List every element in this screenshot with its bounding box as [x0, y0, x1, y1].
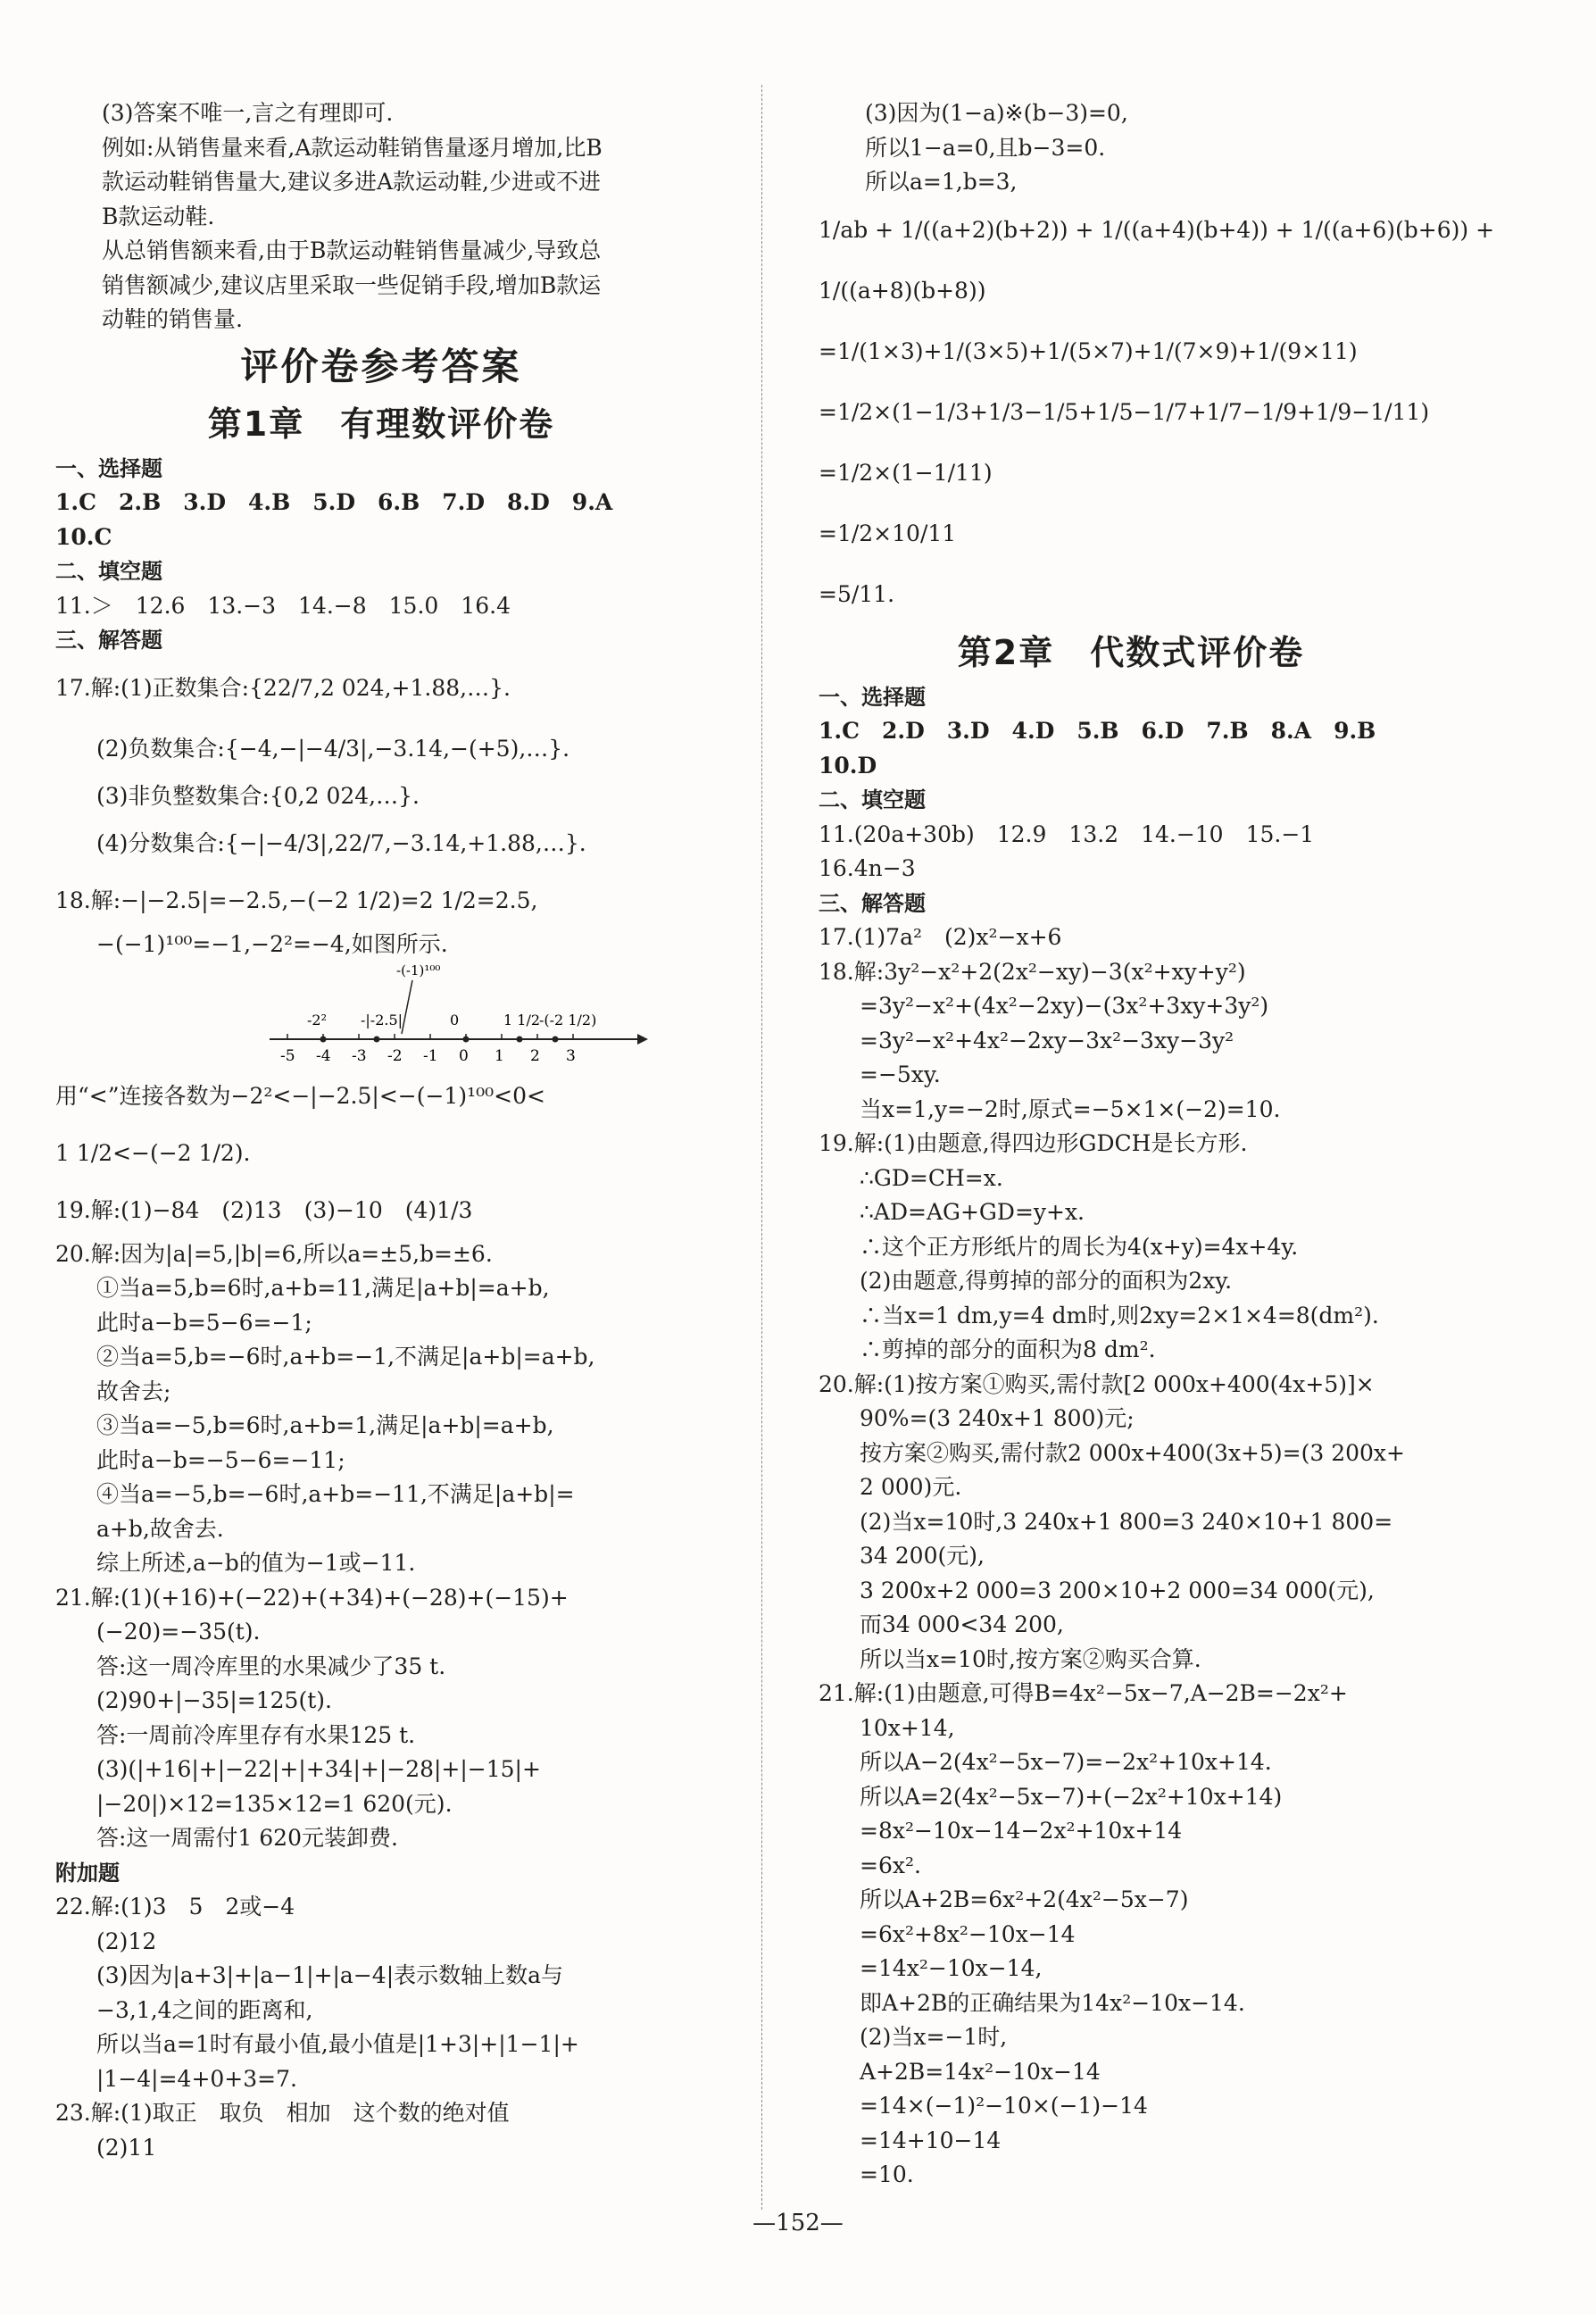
numline-tick-label: 1	[495, 1046, 504, 1065]
numline-tick-label: -1	[423, 1046, 438, 1065]
fill-answers: 11.(20a+30b) 12.9 13.2 14.−10 15.−1	[819, 820, 1315, 847]
q18-line: 用“<”连接各数为−2²<−|−2.5|<−(−1)¹⁰⁰<0<	[55, 1082, 545, 1109]
q19-line: ∴GD=CH=x.	[860, 1164, 1003, 1191]
q20-line: 故舍去;	[96, 1378, 171, 1404]
section-heading: 一、选择题	[819, 684, 926, 710]
q23-line: 23.解:(1)取正 取负 相加 这个数的绝对值	[55, 2100, 510, 2126]
q20-line: 20.解:因为|a|=5,|b|=6,所以a=±5,b=±6.	[55, 1240, 493, 1267]
q23-line: (2)11	[96, 2134, 157, 2161]
q20-line: 所以当x=10时,按方案②购买合算.	[860, 1645, 1201, 1672]
q22-line: 所以当a=1时有最小值,最小值是|1+3|+|1−1|+	[96, 2031, 579, 2057]
chapter2-title: 第2章 代数式评价卷	[957, 632, 1305, 672]
frac-line: =1/(1×3)+1/(3×5)+1/(5×7)+1/(7×9)+1/(9×11)	[819, 337, 1358, 364]
q20-line: 20.解:(1)按方案①购买,需付款[2 000x+400(4x+5)]×	[819, 1370, 1375, 1397]
numline-point-label: -|-2.5|	[361, 1011, 403, 1028]
choice-answers: 10.D	[819, 752, 877, 779]
frac-line: 1/ab + 1/((a+2)(b+2)) + 1/((a+4)(b+4)) + 1/((a+6)(b+6)) +	[819, 216, 1495, 243]
numline-top-label: -(-1)¹⁰⁰	[396, 962, 441, 978]
q20-line: ④当a=−5,b=−6时,a+b=−11,不满足|a+b|=	[96, 1481, 575, 1507]
numline-point	[553, 1036, 559, 1042]
intro-line: 例如:从销售量来看,A款运动鞋销售量逐月增加,比B	[102, 134, 603, 161]
column-divider	[761, 85, 762, 2210]
left-column	[55, 96, 707, 2165]
numline-tick-label: -5	[280, 1046, 295, 1065]
q21-line: 所以A=2(4x²−5x−7)+(−2x²+10x+14)	[860, 1783, 1283, 1810]
q17-answer: 17.(1)7a² (2)x²−x+6	[819, 924, 1062, 950]
choice-answers: 1.C 2.D 3.D 4.D 5.B 6.D 7.B 8.A 9.B	[819, 718, 1376, 744]
cont-line: 所以1−a=0,且b−3=0.	[865, 134, 1106, 161]
q21-line: 21.解:(1)由题意,可得B=4x²−5x−7,A−2B=−2x²+	[819, 1680, 1348, 1706]
q21-line: (−20)=−35(t).	[96, 1619, 261, 1645]
section-heading: 三、解答题	[55, 628, 162, 653]
frac-line: =1/2×(1−1/11)	[819, 459, 993, 486]
q20-line: 此时a−b=−5−6=−11;	[96, 1446, 345, 1473]
q21-line: 答:这一周冷库里的水果减少了35 t.	[96, 1653, 446, 1679]
numline-point-label: 1 1/2	[503, 1011, 541, 1028]
numline-point	[320, 1036, 327, 1042]
choice-answers: 10.C	[55, 523, 112, 550]
q22-line: |1−4|=4+0+3=7.	[96, 2065, 297, 2092]
frac-line: =1/2×(1−1/3+1/3−1/5+1/5−1/7+1/7−1/9+1/9−1/11)	[819, 398, 1430, 425]
q19-line: ∴当x=1 dm,y=4 dm时,则2xy=2×1×4=8(dm²).	[860, 1302, 1379, 1328]
section-heading: 二、填空题	[55, 559, 162, 584]
q21-line: 答:一周前冷库里存有水果125 t.	[96, 1721, 416, 1748]
numline-point-label: -(-2 1/2)	[539, 1011, 597, 1028]
arrow-head-icon	[637, 1034, 648, 1045]
frac-line: =1/2×10/11	[819, 520, 957, 546]
q19-line: ∴剪掉的部分的面积为8 dm².	[860, 1337, 1156, 1362]
frac-line: 1/((a+8)(b+8))	[819, 277, 986, 304]
choice-answers: 1.C 2.B 3.D 4.B 5.D 6.B 7.D 8.D 9.A	[55, 489, 613, 515]
q21-line: 所以A−2(4x²−5x−7)=−2x²+10x+14.	[860, 1749, 1272, 1775]
cont-line: 所以a=1,b=3,	[865, 169, 1018, 195]
intro-line: 从总销售额来看,由于B款运动鞋销售量减少,导致总	[102, 237, 602, 263]
q19-line: 19.解:(1)−84 (2)13 (3)−10 (4)1/3	[55, 1196, 473, 1223]
numline-tick-label: -3	[352, 1046, 367, 1065]
intro-line: B款运动鞋.	[102, 203, 215, 229]
numline-point-label: 0	[450, 1011, 460, 1028]
q22-line: 22.解:(1)3 5 2或−4	[55, 1894, 295, 1919]
numline-pointer	[402, 980, 412, 1034]
q21-line: 10x+14,	[860, 1714, 955, 1741]
q21-line: |−20|)×12=135×12=1 620(元).	[96, 1790, 453, 1817]
q18-line: −(−1)¹⁰⁰=−1,−2²=−4,如图所示.	[96, 931, 448, 957]
intro-line: 动鞋的销售量.	[102, 306, 243, 332]
q17-line: (3)非负整数集合:{0,2 024,…}.	[96, 782, 420, 809]
q20-line: 34 200(元),	[860, 1543, 985, 1569]
q18-line: =−5xy.	[860, 1062, 941, 1087]
section-heading: 附加题	[55, 1860, 120, 1886]
q21-line: 即A+2B的正确结果为14x²−10x−14.	[860, 1989, 1245, 2016]
number-line-figure	[55, 962, 707, 1070]
numline-tick-label: 2	[530, 1046, 540, 1065]
section-heading: 一、选择题	[55, 455, 162, 481]
section-heading: 三、解答题	[819, 890, 926, 916]
q21-line: =8x²−10x−14−2x²+10x+14	[860, 1818, 1183, 1844]
q22-line: −3,1,4之间的距离和,	[96, 1996, 313, 2023]
section-heading: 二、填空题	[819, 787, 926, 812]
q21-line: =10.	[860, 2161, 914, 2187]
q19-line: ∴AD=AG+GD=y+x.	[860, 1199, 1085, 1225]
q21-line: A+2B=14x²−10x−14	[860, 2058, 1101, 2085]
intro-line: 销售额减少,建议店里采取一些促销手段,增加B款运	[102, 271, 602, 298]
right-column	[819, 96, 1495, 2193]
q21-line: 21.解:(1)(+16)+(−22)+(+34)+(−28)+(−15)+	[55, 1584, 569, 1611]
q19-line: ∴这个正方形纸片的周长为4(x+y)=4x+4y.	[860, 1233, 1299, 1260]
q20-line: 按方案②购买,需付款2 000x+400(3x+5)=(3 200x+	[860, 1439, 1405, 1466]
numline-tick-label: -4	[316, 1046, 331, 1065]
q22-line: (2)12	[96, 1928, 157, 1954]
q18-line: =3y²−x²+4x²−2xy−3x²−3xy−3y²	[860, 1027, 1234, 1053]
q21-line: =6x²+8x²−10x−14	[860, 1920, 1076, 1947]
q21-line: (3)(|+16|+|−22|+|+34|+|−28|+|−15|+	[96, 1756, 541, 1782]
numline-point	[463, 1036, 470, 1042]
q20-line: 3 200x+2 000=3 200×10+2 000=34 000(元),	[860, 1577, 1375, 1603]
q20-line: ②当a=5,b=−6时,a+b=−1,不满足|a+b|=a+b,	[96, 1344, 595, 1370]
numline-point	[374, 1036, 380, 1042]
q18-line: 当x=1,y=−2时,原式=−5×1×(−2)=10.	[860, 1095, 1281, 1122]
q20-line: ③当a=−5,b=6时,a+b=1,满足|a+b|=a+b,	[96, 1412, 554, 1438]
numline-tick-label: 0	[459, 1046, 469, 1065]
frac-line: =5/11.	[819, 580, 895, 607]
q20-line: 2 000)元.	[860, 1474, 962, 1500]
q19-line: (2)由题意,得剪掉的部分的面积为2xy.	[860, 1268, 1233, 1294]
q21-line: 所以A+2B=6x²+2(4x²−5x−7)	[860, 1886, 1189, 1912]
fill-answers: 11.＞ 12.6 13.−3 14.−8 15.0 16.4	[55, 592, 511, 619]
numline-point-label: -2²	[307, 1011, 327, 1028]
q18-line: =3y²−x²+(4x²−2xy)−(3x²+3xy+3y²)	[860, 993, 1269, 1019]
q20-line: (2)当x=10时,3 240x+1 800=3 240×10+1 800=	[860, 1508, 1393, 1535]
q21-line: (2)90+|−35|=125(t).	[96, 1687, 332, 1713]
q17-line: (4)分数集合:{−|−4/3|,22/7,−3.14,+1.88,…}.	[96, 830, 586, 856]
q21-line: =14+10−14	[860, 2127, 1002, 2153]
numline-point	[517, 1036, 523, 1042]
q20-line: 综上所述,a−b的值为−1或−11.	[96, 1550, 416, 1576]
q22-line: (3)因为|a+3|+|a−1|+|a−4|表示数轴上数a与	[96, 1962, 564, 1988]
q20-line: 而34 000<34 200,	[860, 1611, 1064, 1637]
intro-line: 款运动鞋销售量大,建议多进A款运动鞋,少进或不进	[102, 169, 601, 195]
q21-line: (2)当x=−1时,	[860, 2024, 1008, 2050]
q18-line: 18.解:−|−2.5|=−2.5,−(−2 1/2)=2 1/2=2.5,	[55, 887, 538, 913]
q20-line: 90%=(3 240x+1 800)元;	[860, 1405, 1135, 1431]
q20-line: 此时a−b=5−6=−1;	[96, 1309, 312, 1336]
number-line-points	[307, 1012, 596, 1043]
q17-line: 17.解:(1)正数集合:{22/7,2 024,+1.88,…}.	[55, 674, 511, 701]
fill-answers: 16.4n−3	[819, 855, 916, 881]
page-number: —152—	[752, 2210, 844, 2236]
q18-line: 18.解:3y²−x²+2(2x²−xy)−3(x²+xy+y²)	[819, 958, 1246, 985]
q21-line: 答:这一周需付1 620元装卸费.	[96, 1825, 398, 1851]
q18-line: 1 1/2<−(−2 1/2).	[55, 1139, 251, 1166]
q19-line: 19.解:(1)由题意,得四边形GDCH是长方形.	[819, 1130, 1248, 1156]
number-line-svg	[189, 962, 653, 1070]
q21-line: =6x².	[860, 1852, 921, 1878]
q17-line: (2)负数集合:{−4,−|−4/3|,−3.14,−(+5),…}.	[96, 735, 570, 762]
q20-line: a+b,故舍去.	[96, 1515, 224, 1542]
q21-line: =14×(−1)²−10×(−1)−14	[860, 2093, 1148, 2119]
cont-line: (3)因为(1−a)※(b−3)=0,	[865, 100, 1128, 126]
numline-tick-label: -2	[387, 1046, 403, 1065]
main-title: 评价卷参考答案	[240, 344, 522, 388]
chapter1-title: 第1章 有理数评价卷	[207, 404, 555, 444]
q20-line: ①当a=5,b=6时,a+b=11,满足|a+b|=a+b,	[96, 1275, 550, 1301]
q21-line: =14x²−10x−14,	[860, 1955, 1043, 1981]
intro-line: (3)答案不唯一,言之有理即可.	[102, 100, 394, 126]
numline-tick-label: 3	[566, 1046, 576, 1065]
